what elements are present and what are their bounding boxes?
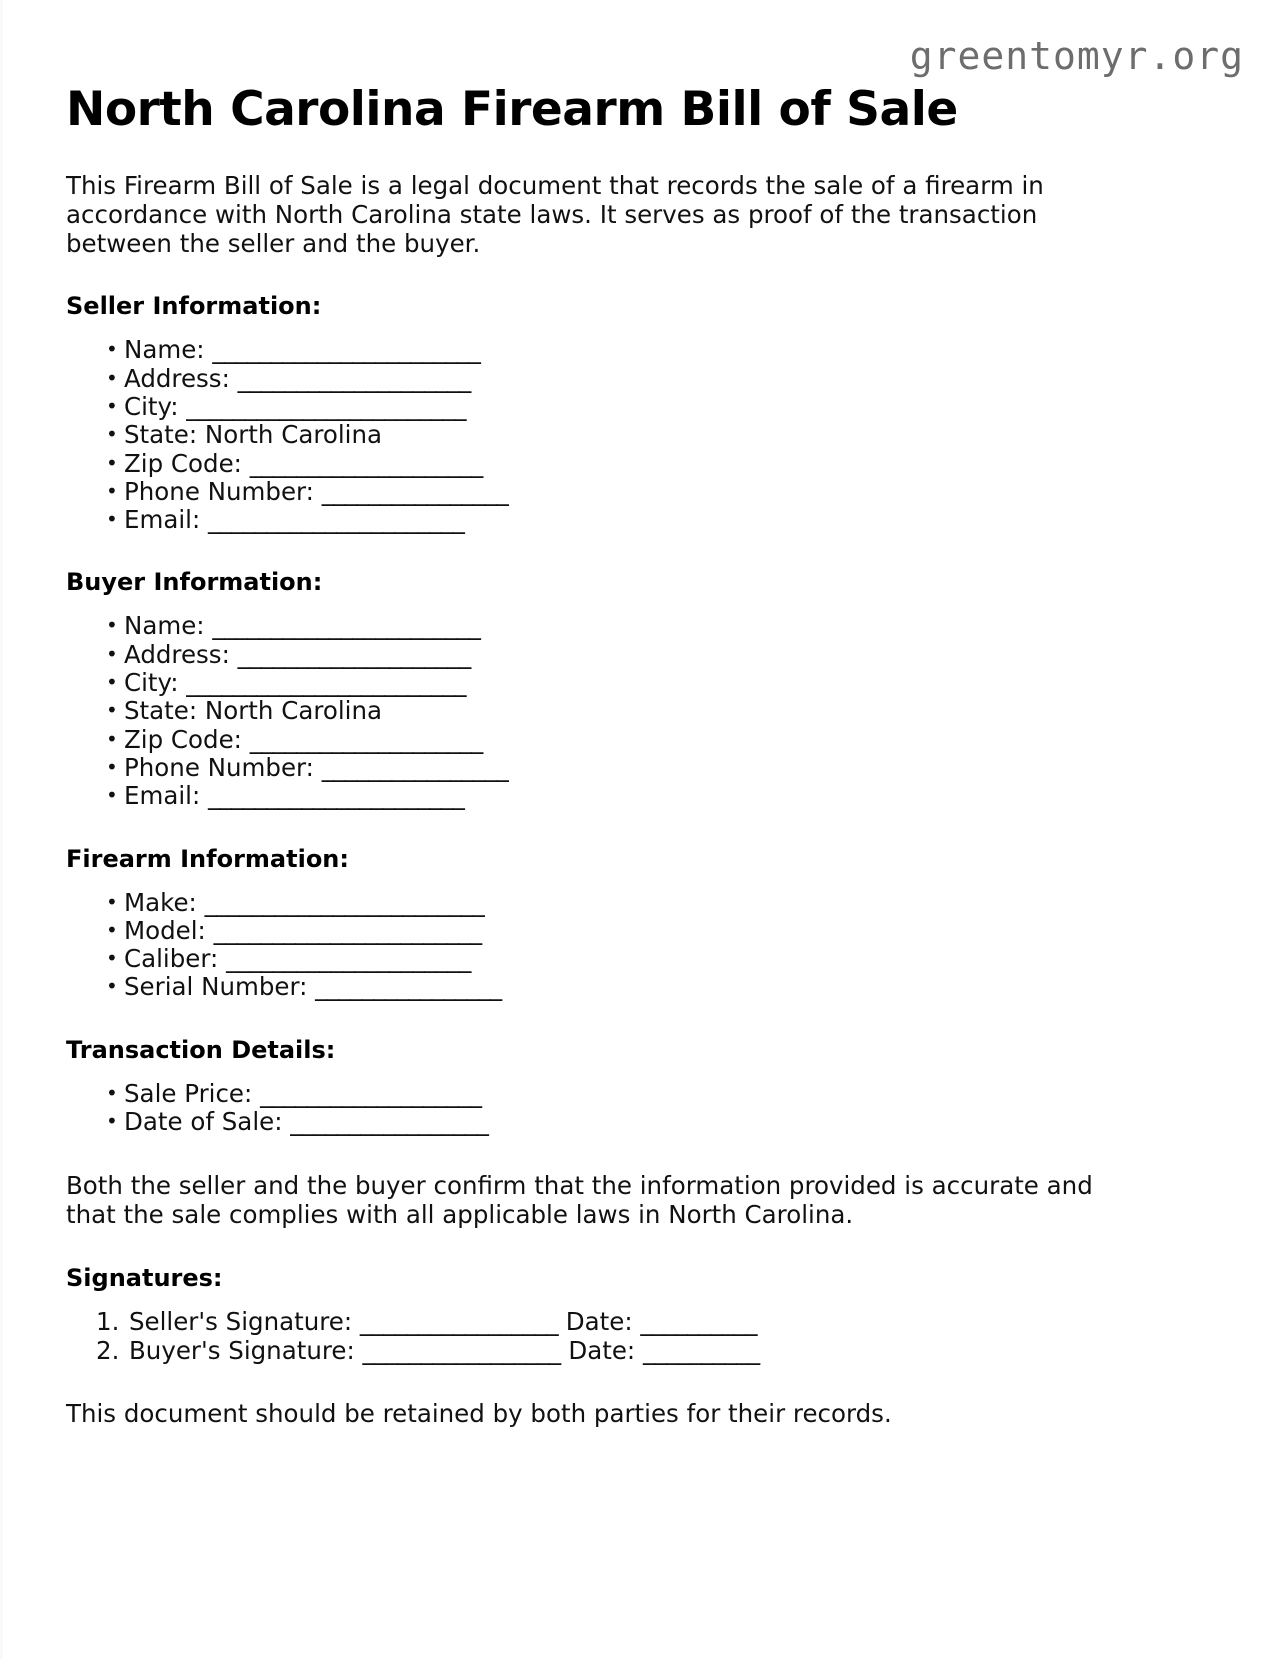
buyer-field-list bbox=[66, 596, 1166, 810]
field-label: Date of Sale: bbox=[124, 1107, 283, 1137]
field-value: North Carolina bbox=[204, 420, 383, 450]
field-label: Zip Code: bbox=[124, 448, 242, 478]
field-label: Phone Number: bbox=[124, 752, 314, 782]
site-watermark: greentomyr.org bbox=[909, 34, 1244, 78]
field-blank[interactable]: _________________ bbox=[290, 1107, 489, 1137]
signature-label: Seller's Signature: bbox=[129, 1307, 353, 1337]
field-label: City: bbox=[124, 668, 179, 698]
field-label: Name: bbox=[124, 611, 205, 641]
seller-field-list bbox=[66, 320, 1166, 534]
field-label: Sale Price: bbox=[124, 1078, 253, 1108]
field-blank[interactable]: _______________________ bbox=[212, 611, 481, 641]
firearm-section-heading: Firearm Information: bbox=[66, 844, 349, 873]
page-title: North Carolina Firearm Bill of Sale bbox=[66, 82, 958, 137]
field-blank[interactable]: ______________________ bbox=[208, 505, 465, 535]
list-item bbox=[66, 726, 1166, 754]
list-item bbox=[66, 365, 1166, 393]
document-body bbox=[66, 0, 1166, 1429]
date-label: Date: bbox=[565, 1307, 633, 1337]
field-label: Make: bbox=[124, 887, 197, 917]
field-blank[interactable]: ________________________ bbox=[186, 668, 466, 698]
list-item bbox=[66, 612, 1166, 640]
list-item bbox=[66, 450, 1166, 478]
field-blank[interactable]: ________________ bbox=[321, 476, 509, 506]
field-label: Email: bbox=[124, 505, 201, 535]
list-item bbox=[66, 1337, 1166, 1366]
page-left-edge bbox=[0, 0, 3, 1659]
signature-list bbox=[66, 1292, 1166, 1366]
date-blank[interactable]: __________ bbox=[643, 1335, 760, 1365]
list-item bbox=[66, 973, 1166, 1001]
field-label: State: bbox=[124, 696, 198, 726]
signature-blank[interactable]: _________________ bbox=[359, 1307, 558, 1337]
field-label: State: bbox=[124, 420, 198, 450]
signature-label: Buyer's Signature: bbox=[129, 1335, 355, 1365]
closing-paragraph: This document should be retained by both parties for their records. bbox=[66, 1398, 892, 1428]
field-label: Caliber: bbox=[124, 944, 219, 974]
list-item bbox=[66, 506, 1166, 534]
field-blank[interactable]: _______________________ bbox=[212, 335, 481, 365]
list-item bbox=[66, 889, 1166, 917]
field-blank[interactable]: ______________________ bbox=[208, 781, 465, 811]
list-item bbox=[66, 782, 1166, 810]
field-blank[interactable]: ____________________ bbox=[249, 724, 483, 754]
intro-paragraph: This Firearm Bill of Sale is a legal document that records the sale of a firearm in accordance with North Carolina state laws. It serves as proof of the transaction between the seller and the buyer. bbox=[66, 170, 1044, 258]
list-item bbox=[66, 697, 1166, 725]
list-item bbox=[66, 1080, 1166, 1108]
field-blank[interactable]: ___________________ bbox=[260, 1078, 482, 1108]
field-blank[interactable]: ____________________ bbox=[237, 639, 471, 669]
field-label: Address: bbox=[124, 639, 230, 669]
list-item bbox=[66, 641, 1166, 669]
confirmation-paragraph: Both the seller and the buyer confirm that the information provided is accurate and that the sale complies with all applicable laws in North Carolina. bbox=[66, 1171, 1093, 1230]
field-blank[interactable]: ________________ bbox=[315, 972, 502, 1002]
field-blank[interactable]: ____________________ bbox=[237, 363, 471, 393]
seller-section-heading: Seller Information: bbox=[66, 292, 322, 321]
field-label: Serial Number: bbox=[124, 972, 308, 1002]
field-value: North Carolina bbox=[204, 696, 383, 726]
list-item bbox=[66, 421, 1166, 449]
field-label: Email: bbox=[124, 781, 201, 811]
field-label: Zip Code: bbox=[124, 724, 242, 754]
field-blank[interactable]: ________________ bbox=[321, 752, 509, 782]
field-label: Phone Number: bbox=[124, 476, 314, 506]
list-item bbox=[66, 1108, 1166, 1136]
date-label: Date: bbox=[568, 1335, 636, 1365]
transaction-field-list bbox=[66, 1064, 1166, 1137]
list-item bbox=[66, 1308, 1166, 1337]
list-item bbox=[66, 478, 1166, 506]
signatures-section-heading: Signatures: bbox=[66, 1264, 223, 1293]
field-blank[interactable]: ____________________ bbox=[249, 448, 483, 478]
buyer-section-heading: Buyer Information: bbox=[66, 568, 323, 597]
list-item bbox=[66, 393, 1166, 421]
date-blank[interactable]: __________ bbox=[640, 1307, 757, 1337]
transaction-section-heading: Transaction Details: bbox=[66, 1035, 336, 1064]
field-label: City: bbox=[124, 392, 179, 421]
list-item bbox=[66, 669, 1166, 697]
field-blank[interactable]: _____________________ bbox=[226, 944, 471, 974]
field-label: Address: bbox=[124, 363, 230, 393]
firearm-field-list bbox=[66, 873, 1166, 1002]
field-label: Name: bbox=[124, 335, 205, 365]
field-blank[interactable]: ________________________ bbox=[204, 887, 485, 917]
list-item bbox=[66, 754, 1166, 782]
list-item bbox=[66, 336, 1166, 364]
list-item bbox=[66, 945, 1166, 973]
field-label: Model: bbox=[124, 915, 206, 945]
list-item bbox=[66, 917, 1166, 945]
field-blank[interactable]: ________________________ bbox=[186, 392, 466, 421]
field-blank[interactable]: _______________________ bbox=[213, 915, 482, 945]
signature-blank[interactable]: _________________ bbox=[362, 1335, 561, 1365]
